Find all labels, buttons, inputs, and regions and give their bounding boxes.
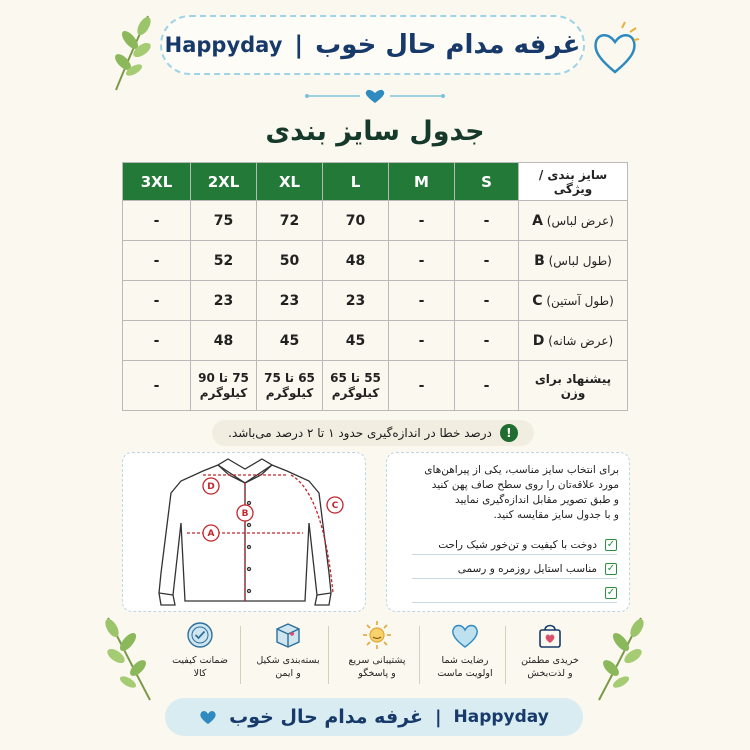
heart-outline-icon — [590, 20, 640, 80]
table-row — [123, 321, 628, 361]
size-header: S — [455, 163, 519, 201]
size-header: 2XL — [191, 163, 257, 201]
table-cell: - — [123, 361, 191, 411]
note-text: درصد خطا در اندازه‌گیری حدود ۱ تا ۲ درصد می‌باشد. — [228, 426, 492, 440]
checkbox-icon: ✓ — [606, 538, 616, 550]
table-row — [123, 201, 628, 241]
feature-divider — [328, 626, 329, 684]
package-icon — [273, 620, 303, 650]
table-cell: 65 تا 75 کیلوگرم — [257, 361, 323, 411]
label-a: A — [207, 529, 215, 539]
table-cell: - — [455, 321, 519, 361]
feature-check-row — [412, 583, 617, 603]
table-cell: - — [455, 361, 519, 411]
table-cell: - — [123, 241, 191, 281]
check-text: مناسب استایل روزمره و رسمی — [457, 562, 597, 575]
feature-line: خریدی مطمئن — [521, 655, 579, 666]
heart-divider — [305, 88, 445, 104]
table-cell: - — [123, 281, 191, 321]
instruction-line: برای انتخاب سایز مناسب، یکی از پیراهن‌های — [424, 464, 619, 476]
table-cell: 23 — [257, 281, 323, 321]
row-label-text: (طول لباس) — [548, 253, 612, 268]
label-d: D — [207, 482, 215, 492]
table-cell: 45 — [323, 321, 389, 361]
table-header-row — [123, 163, 628, 201]
feature-line: و پاسخگو — [358, 668, 396, 679]
shirt-diagram — [122, 452, 366, 612]
check-text: دوخت با کیفیت و تن‌خور شیک راحت — [438, 538, 597, 551]
feature-line: پشتیبانی سریع — [348, 655, 406, 666]
quality-badge-icon — [185, 620, 215, 650]
feature-secure-shopping — [510, 620, 590, 680]
instruction-line: و با جدول سایز مقایسه کنید. — [493, 509, 619, 521]
table-cell: - — [389, 281, 455, 321]
table-cell: - — [389, 321, 455, 361]
page-title: جدول سایز بندی — [265, 116, 485, 147]
shirt-icon — [123, 453, 367, 613]
checkbox-icon: ✓ — [606, 586, 616, 598]
table-row — [123, 361, 628, 411]
feature-support — [337, 620, 417, 680]
row-label — [519, 241, 628, 281]
instructions-text — [399, 463, 619, 523]
table-row — [123, 281, 628, 321]
table-cell: - — [455, 241, 519, 281]
size-header: L — [323, 163, 389, 201]
feature-line: اولویت ماست — [437, 668, 493, 679]
row-label — [519, 201, 628, 241]
feature-line: و ایمن — [275, 668, 301, 679]
table-cell: 48 — [191, 321, 257, 361]
table-cell: 72 — [257, 201, 323, 241]
feature-satisfaction — [425, 620, 505, 680]
table-cell: 55 تا 65 کیلوگرم — [323, 361, 389, 411]
feature-line: و لذت‌بخش — [527, 668, 573, 679]
size-table — [122, 162, 628, 411]
shop-name: غرفه مدام حال خوب — [315, 30, 581, 60]
checkbox-icon: ✓ — [606, 562, 616, 574]
table-cell: 52 — [191, 241, 257, 281]
label-b: B — [241, 509, 249, 519]
table-cell: - — [389, 201, 455, 241]
table-cell: 23 — [191, 281, 257, 321]
row-label-text: (طول آستین) — [546, 293, 614, 308]
shopping-bag-heart-icon — [535, 620, 565, 650]
row-label — [519, 361, 628, 411]
leaf-branch-icon — [100, 612, 155, 702]
feature-line: کالا — [193, 668, 207, 679]
footer-separator: | — [434, 706, 442, 728]
row-label — [519, 281, 628, 321]
footer-shop-name: غرفه مدام حال خوب — [229, 706, 423, 728]
instruction-line: و طبق تصویر مقابل اندازه‌گیری نمایید — [454, 494, 619, 506]
heart-icon — [450, 620, 480, 650]
row-label-text: (عرض لباس) — [546, 213, 614, 228]
header-separator: | — [294, 31, 304, 59]
brand-name: Happyday — [164, 33, 283, 57]
table-row — [123, 241, 628, 281]
footer-banner — [165, 698, 583, 736]
leaf-branch-icon — [594, 612, 649, 702]
footer-brand: Happyday — [453, 707, 549, 727]
table-cell: - — [455, 281, 519, 321]
feature-divider — [240, 626, 241, 684]
measure-instructions — [386, 452, 630, 612]
instruction-line: مورد علاقه‌تان را روی سطح صاف پهن کنید — [431, 479, 619, 491]
table-cell: - — [389, 241, 455, 281]
row-label — [519, 321, 628, 361]
feature-divider — [505, 626, 506, 684]
row-code: B — [534, 252, 545, 269]
table-cell: 48 — [323, 241, 389, 281]
table-cell: - — [389, 361, 455, 411]
row-code: C — [532, 292, 543, 309]
sun-support-icon — [362, 620, 392, 650]
measurement-note — [212, 420, 534, 446]
alert-icon: ! — [500, 424, 518, 442]
table-cell: 23 — [323, 281, 389, 321]
feature-packaging — [248, 620, 328, 680]
feature-check-row — [412, 559, 617, 579]
table-cell: - — [123, 321, 191, 361]
table-cell: 75 تا 90 کیلوگرم — [191, 361, 257, 411]
row-label-text: پیشنهاد برای وزن — [534, 371, 612, 400]
feature-check-row — [412, 535, 617, 555]
row-code: D — [532, 332, 545, 349]
table-cell: 70 — [323, 201, 389, 241]
size-header: M — [389, 163, 455, 201]
table-cell: 45 — [257, 321, 323, 361]
label-c: C — [331, 501, 339, 511]
table-corner-label: سایز بندی / ویژگی — [519, 163, 628, 201]
table-cell: 75 — [191, 201, 257, 241]
row-code: A — [532, 212, 543, 229]
table-cell: - — [123, 201, 191, 241]
feature-line: رضایت شما — [441, 655, 489, 666]
header-banner — [160, 15, 585, 75]
feature-quality — [160, 620, 240, 680]
size-header: XL — [257, 163, 323, 201]
size-header: 3XL — [123, 163, 191, 201]
row-label-text: (عرض شانه) — [548, 333, 614, 348]
feature-line: ضمانت کیفیت — [172, 655, 228, 666]
table-cell: 50 — [257, 241, 323, 281]
table-cell: - — [455, 201, 519, 241]
leaf-branch-icon — [108, 10, 158, 92]
feature-divider — [419, 626, 420, 684]
heart-icon — [199, 709, 217, 725]
feature-line: بسته‌بندی شکیل — [256, 655, 320, 666]
